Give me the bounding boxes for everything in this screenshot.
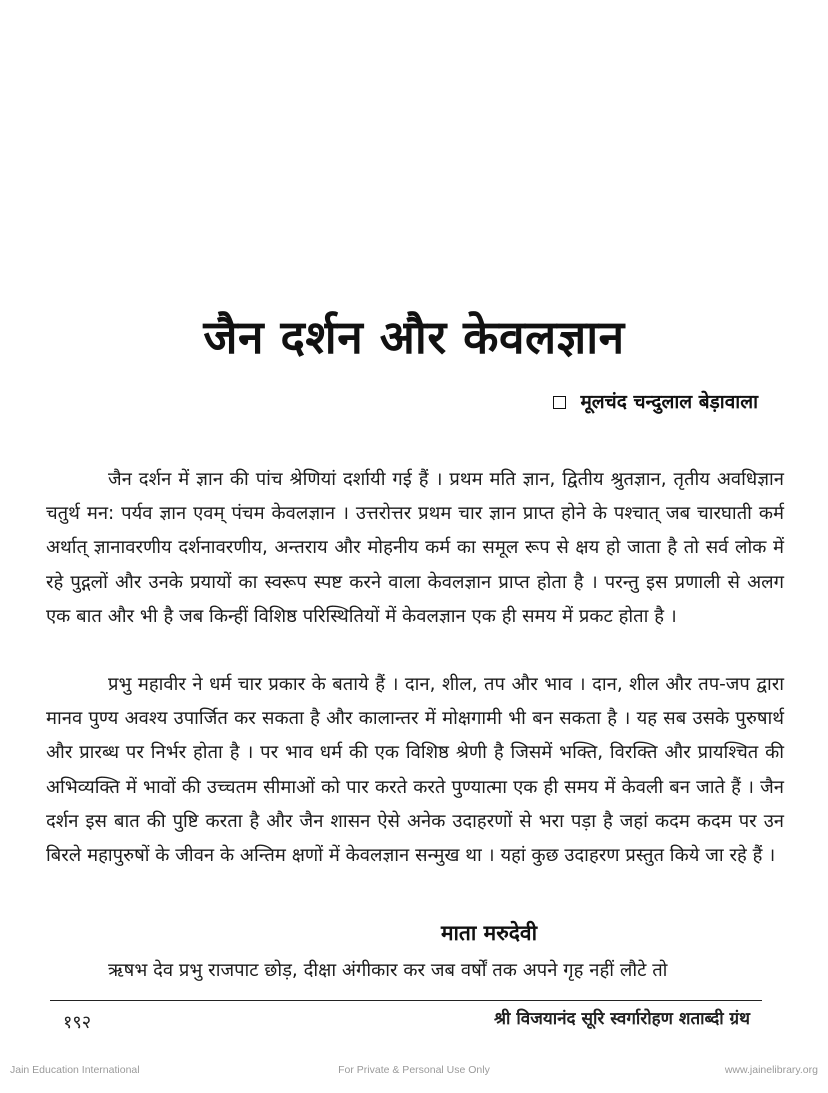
paragraph-2	[46, 668, 784, 873]
square-bullet-icon	[553, 396, 566, 409]
watermark-publisher: Jain Education International	[10, 1064, 140, 1076]
paragraph-text: प्रभु महावीर ने धर्म चार प्रकार के बताये हैं । दान, शील, तप और भाव । दान, शील और तप-जप द्वारा मानव पुण्य अवश्य उपार्जित कर सकता है और कालान्तर में मोक्षगामी भी बन सकता है । यह सब उसके पुरुषार्थ और प्रारब्ध पर निर्भर होता है । पर भाव धर्म की एक विशिष्ठ श्रेणी है जिसमें भक्ति, विरक्ति और प्रायश्चित की अभिव्यक्ति में भावों की उच्चतम सीमाओं को पार करते करते पुण्यात्मा एक ही समय में केवली बन जाते हैं । जैन दर्शन इस बात की पुष्टि करता है और जैन शासन ऐसे अनेक उदाहरणों से भरा पड़ा है जहां कदम कदम पर उन बिरले महापुरुषों के जीवन के अन्तिम क्षणों में केवलज्ञान सन्मुख था । यहां कुछ उदाहरण प्रस्तुत किये जा रहे हैं ।	[46, 674, 784, 867]
page-number: १९२	[63, 1012, 92, 1033]
book-title: श्री विजयानंद सूरि स्वर्गारोहण शताब्दी ग्रंथ	[494, 1009, 750, 1029]
section-heading: माता मरुदेवी	[440, 921, 538, 945]
footer-divider	[50, 1000, 762, 1001]
article-title: जैन दर्शन और केवलज्ञान	[203, 310, 625, 364]
paragraph-1	[46, 463, 784, 634]
watermark-usage: For Private & Personal Use Only	[338, 1064, 490, 1076]
paragraph-text: ऋषभ देव प्रभु राजपाट छोड़, दीक्षा अंगीकार कर जब वर्षों तक अपने गृह नहीं लौटे तो	[108, 960, 668, 981]
author-line	[553, 388, 758, 414]
watermark-url[interactable]: www.jainelibrary.org	[724, 1064, 818, 1076]
author-name: मूलचंद चन्दुलाल बेड़ावाला	[580, 391, 758, 413]
section-paragraph	[46, 954, 784, 988]
paragraph-text: जैन दर्शन में ज्ञान की पांच श्रेणियां दर्शायी गई हैं । प्रथम मति ज्ञान, द्वितीय श्रुतज्ञान, तृतीय अवधिज्ञान चतुर्थ मन: पर्यव ज्ञान एवम् पंचम केवलज्ञान । उत्तरोत्तर प्रथम चार ज्ञान प्राप्त होने के पश्चात् जब चारघाती कर्म अर्थात् ज्ञानावरणीय दर्शनावरणीय, अन्तराय और मोहनीय कर्म का समूल रूप से क्षय हो जाता है तो सर्व लोक में रहे पुद्गलों और उनके प्रयायों का स्वरूप स्पष्ट करने वाला केवलज्ञान प्राप्त होता है । परन्तु इस प्रणाली से अलग एक बात और भी है जब किन्हीं विशिष्ठ परिस्थितियों में केवलज्ञान एक ही समय में प्रकट होता है ।	[46, 469, 784, 627]
